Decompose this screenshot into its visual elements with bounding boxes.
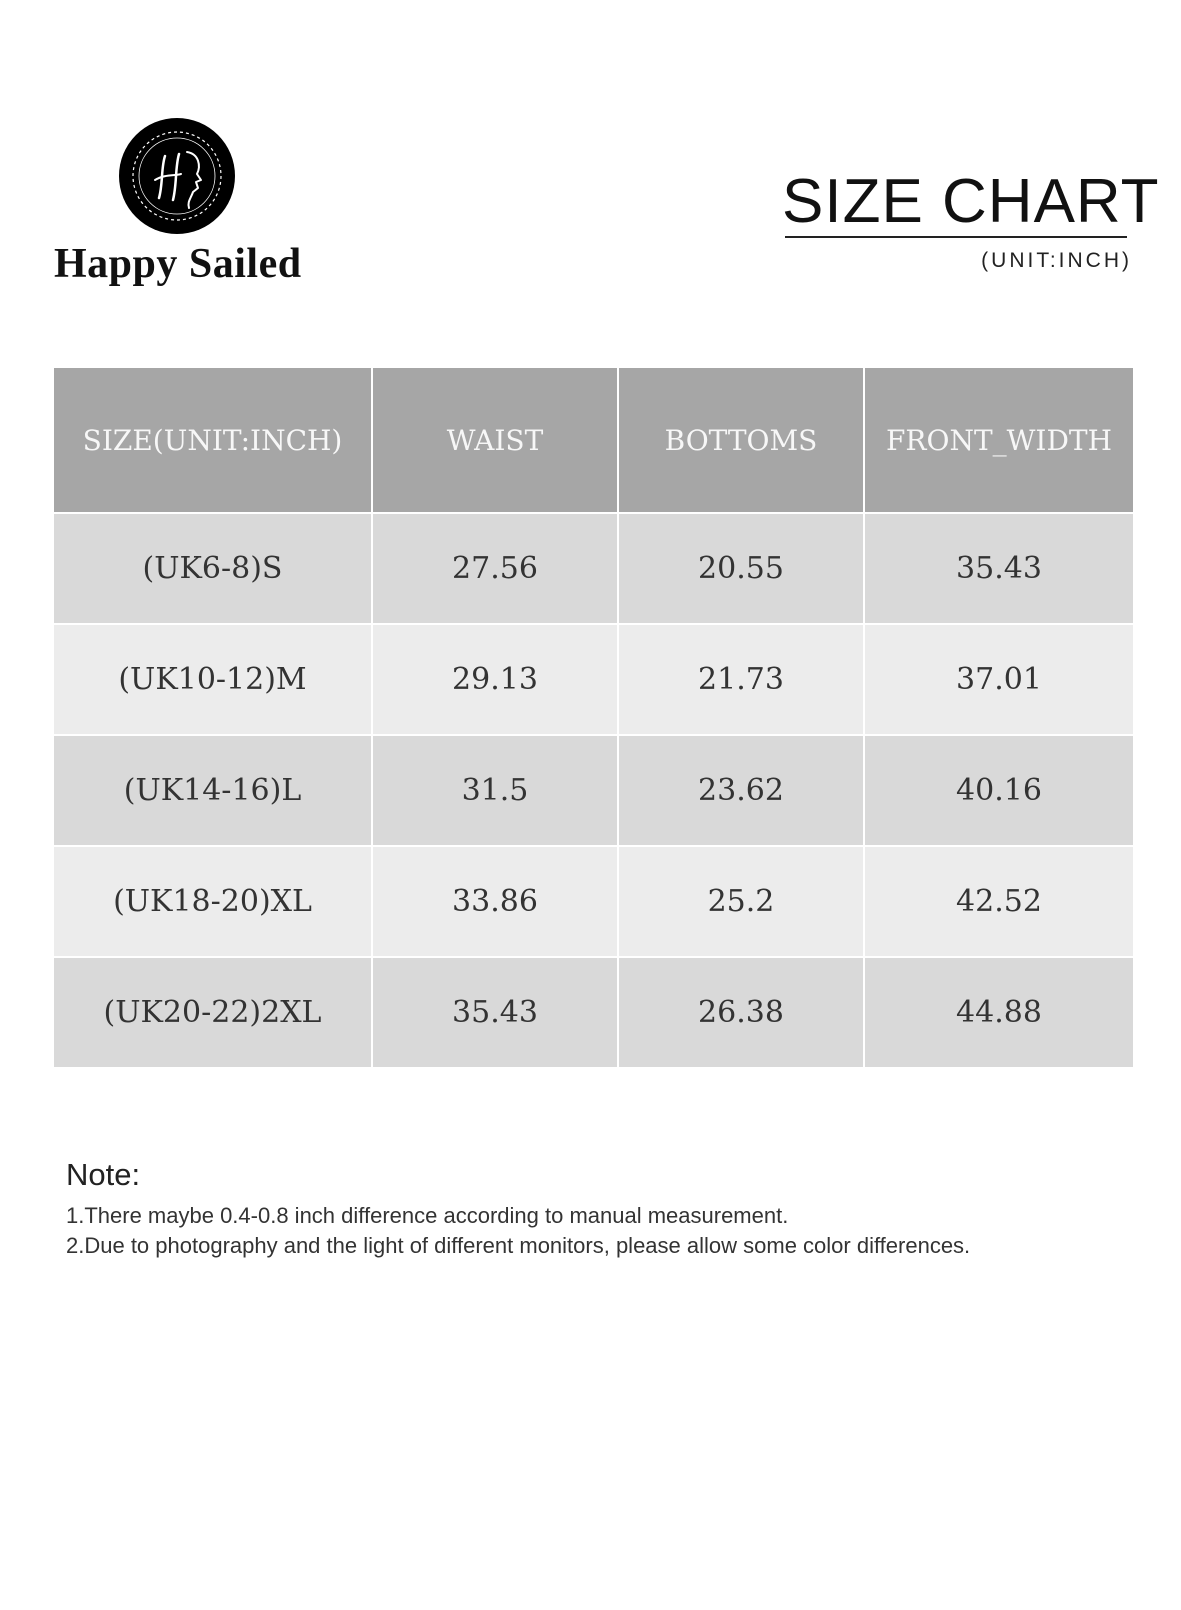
- front-width-cell: 35.43: [864, 513, 1133, 624]
- front-width-cell: 44.88: [864, 957, 1133, 1068]
- column-header-front-width: FRONT_WIDTH: [864, 368, 1133, 513]
- note-line: 1.There maybe 0.4-0.8 inch difference according to manual measurement.: [66, 1203, 789, 1228]
- column-header-size: SIZE(UNIT:INCH): [54, 368, 372, 513]
- table-row: [54, 513, 1133, 624]
- page-subtitle: (UNIT:INCH): [981, 249, 1132, 272]
- note-line: 2.Due to photography and the light of different monitors, please allow some color differences.: [66, 1233, 971, 1258]
- size-cell: (UK18-20)XL: [54, 846, 372, 957]
- column-header-waist: WAIST: [372, 368, 618, 513]
- waist-cell: 35.43: [372, 957, 618, 1068]
- size-cell: (UK10-12)M: [54, 624, 372, 735]
- size-cell: (UK6-8)S: [54, 513, 372, 624]
- table-row: [54, 846, 1133, 957]
- front-width-cell: 40.16: [864, 735, 1133, 846]
- size-chart-table: [54, 368, 1133, 1069]
- waist-cell: 27.56: [372, 513, 618, 624]
- column-header-bottoms: BOTTOMS: [618, 368, 864, 513]
- woman-profile-h-monogram-icon: [119, 118, 235, 234]
- table-row: [54, 624, 1133, 735]
- bottoms-cell: 21.73: [618, 624, 864, 735]
- waist-cell: 29.13: [372, 624, 618, 735]
- bottoms-cell: 25.2: [618, 846, 864, 957]
- table-row: [54, 957, 1133, 1068]
- page-title: SIZE CHART: [782, 167, 1160, 236]
- size-cell: (UK14-16)L: [54, 735, 372, 846]
- note-heading: Note:: [66, 1157, 141, 1192]
- bottoms-cell: 23.62: [618, 735, 864, 846]
- waist-cell: 31.5: [372, 735, 618, 846]
- bottoms-cell: 20.55: [618, 513, 864, 624]
- brand-logo-icon: [119, 118, 235, 234]
- size-cell: (UK20-22)2XL: [54, 957, 372, 1068]
- brand-name: Happy Sailed: [54, 241, 302, 287]
- table-row: [54, 735, 1133, 846]
- note-section: [66, 1157, 1146, 1261]
- table-header-row: [54, 368, 1133, 513]
- front-width-cell: 42.52: [864, 846, 1133, 957]
- waist-cell: 33.86: [372, 846, 618, 957]
- bottoms-cell: 26.38: [618, 957, 864, 1068]
- title-underline: [785, 236, 1127, 238]
- front-width-cell: 37.01: [864, 624, 1133, 735]
